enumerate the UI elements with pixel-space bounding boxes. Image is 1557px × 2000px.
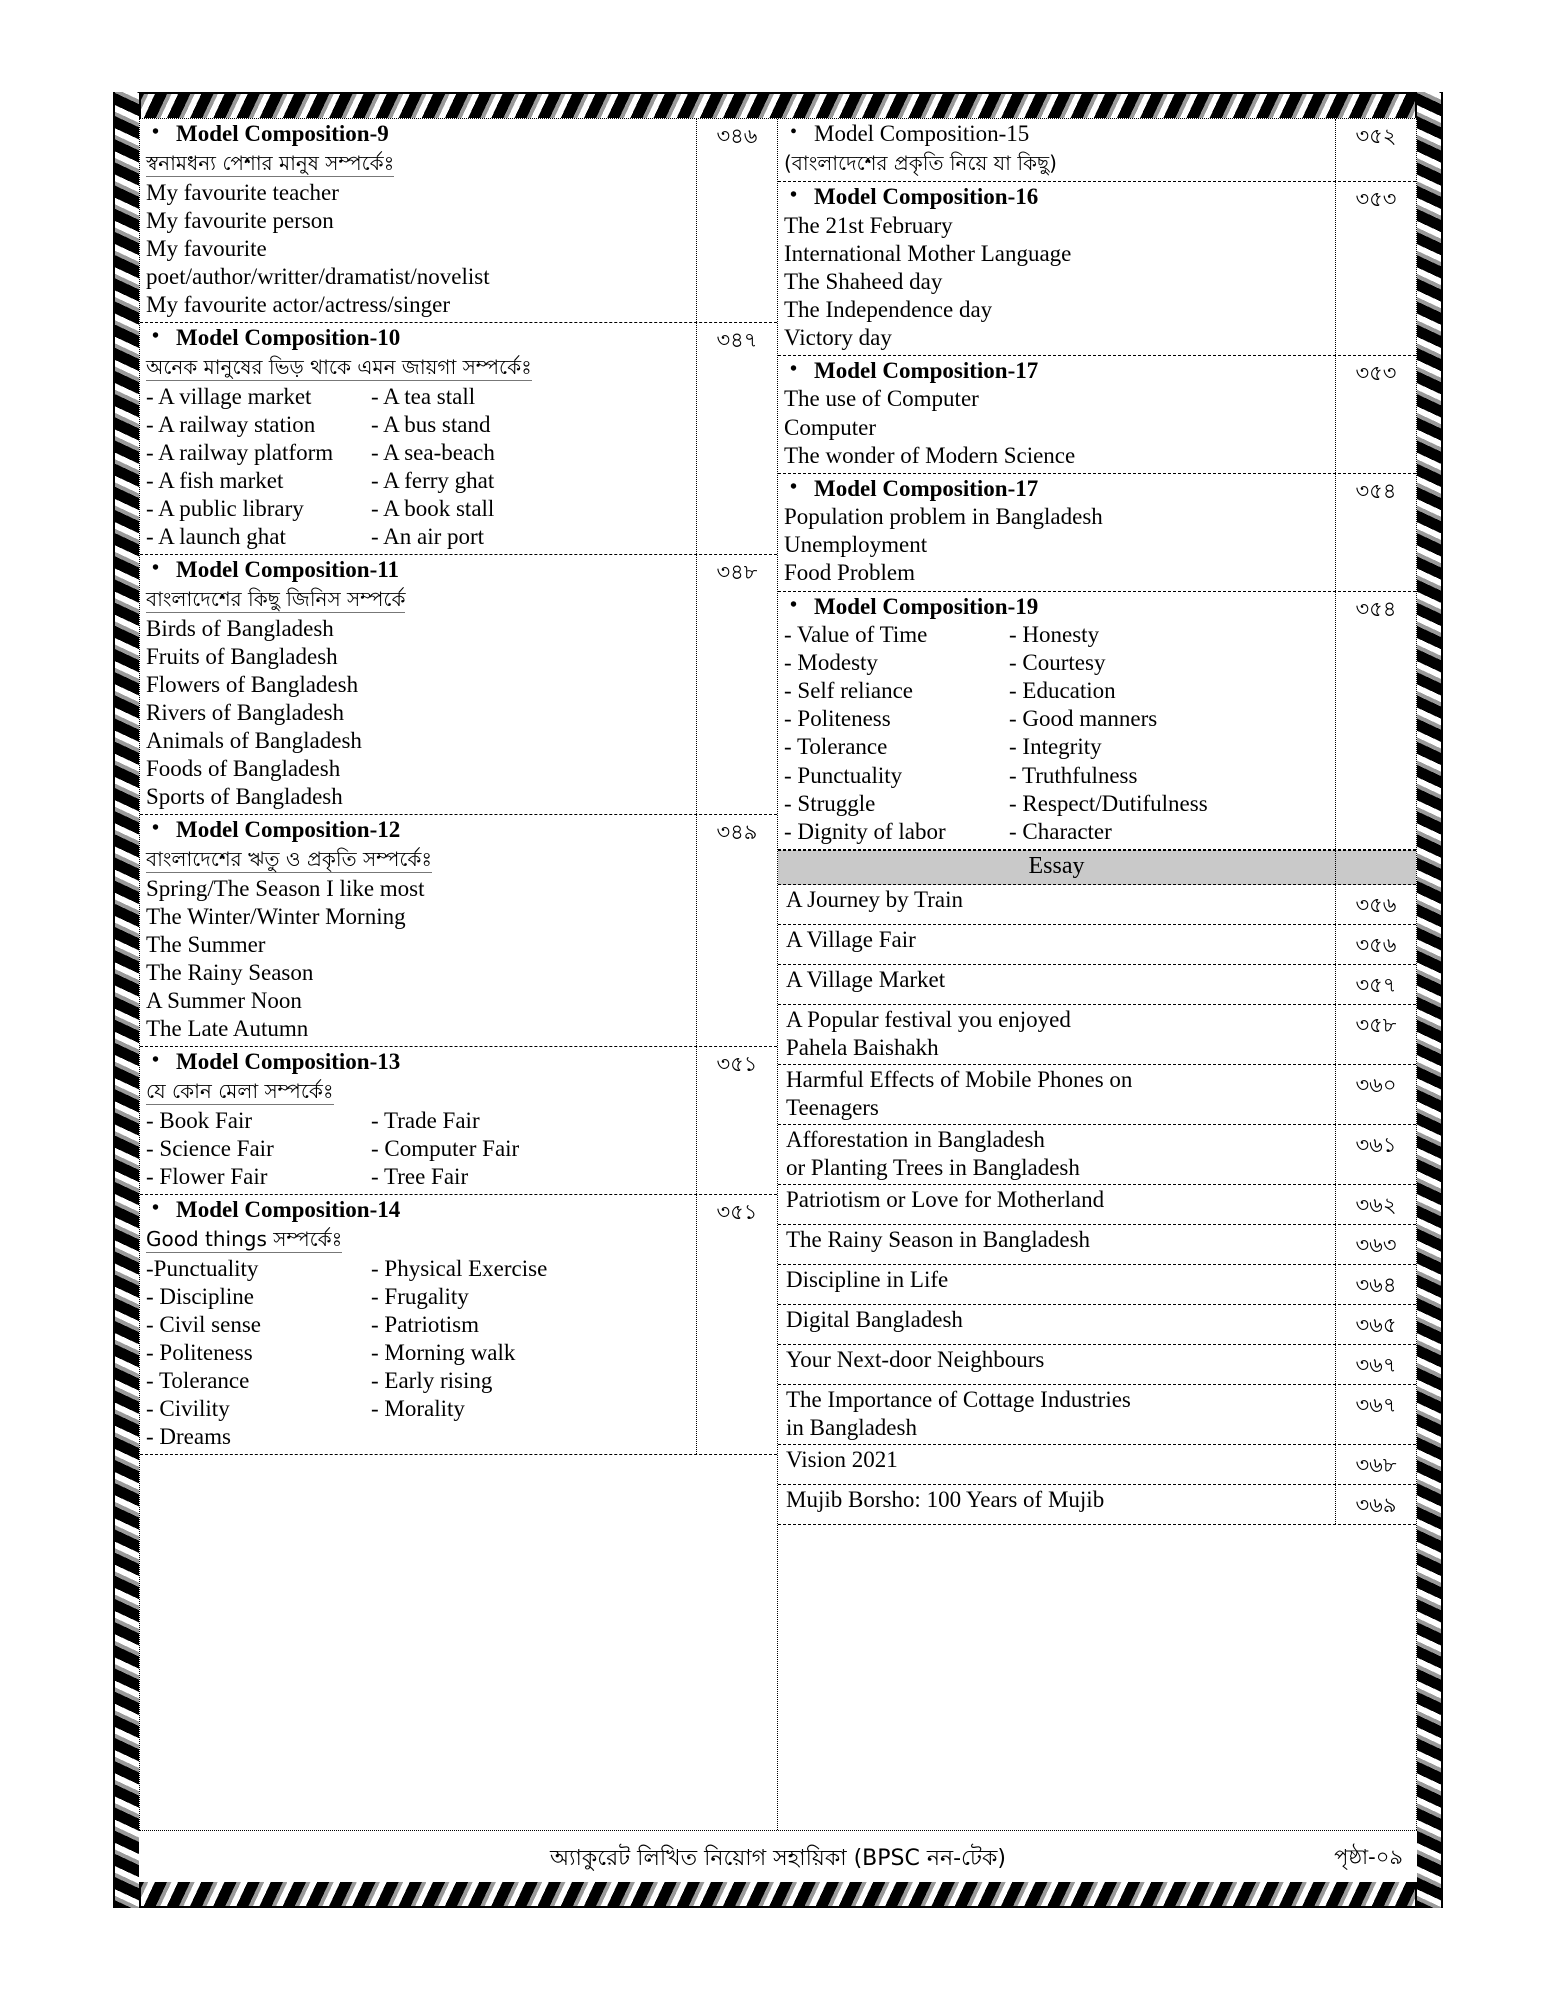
composition-title-label: Model Composition-16 (814, 183, 1039, 209)
composition-line: Flowers of Bangladesh (146, 671, 359, 697)
pair-left-item: - Struggle (784, 790, 876, 816)
composition-title (146, 1048, 690, 1077)
composition-line: My favourite actor/actress/singer (146, 291, 450, 317)
composition-line: Fruits of Bangladesh (146, 643, 338, 669)
essay-title-cell (778, 885, 1336, 924)
composition-page-number: ৩৪৯ (716, 820, 758, 845)
essay-page-number: ৩৬৩ (1355, 1232, 1397, 1257)
bullet-icon: • (790, 357, 798, 380)
essay-page-number: ৩৫৬ (1355, 892, 1397, 917)
composition-line: Animals of Bangladesh (146, 727, 362, 753)
essay-title-line: Harmful Effects of Mobile Phones on (786, 1066, 1133, 1092)
essay-title-cell (778, 1345, 1336, 1384)
composition-pair-list (784, 621, 1329, 845)
page-content (139, 118, 1417, 1882)
composition-subtitle: বাংলাদেশের ঋতু ও প্রকৃতি সম্পর্কেঃ (146, 846, 433, 871)
essay-page-number: ৩৬৫ (1355, 1312, 1397, 1337)
table-row (140, 1195, 777, 1455)
pair-right-item: - A ferry ghat (371, 467, 495, 493)
pair-left-item: - Self reliance (784, 678, 913, 704)
composition-pair-row (146, 1107, 690, 1135)
composition-page-number: ৩৫৩ (1355, 186, 1397, 211)
bullet-icon: • (152, 557, 160, 580)
bullet-icon: • (152, 1049, 160, 1072)
composition-entry (140, 323, 697, 554)
composition-title-label: Model Composition-17 (814, 357, 1039, 383)
pair-right-item: - A sea-beach (371, 439, 495, 465)
bullet-icon: • (152, 324, 160, 347)
essay-page-number: ৩৬৭ (1355, 1392, 1397, 1417)
composition-title (784, 593, 1329, 622)
composition-entry (140, 1195, 697, 1454)
essay-row (778, 965, 1416, 1005)
composition-title-label: Model Composition-13 (176, 1049, 401, 1075)
composition-pair-row (146, 1423, 690, 1451)
essay-row (778, 1225, 1416, 1265)
essay-page-number: ৩৫৮ (1355, 1012, 1397, 1037)
table-row (778, 592, 1416, 850)
composition-title-label: Model Composition-17 (814, 475, 1039, 501)
composition-line: The Winter/Winter Morning (146, 903, 406, 929)
composition-entry (140, 815, 697, 1046)
essay-page-number: ৩৬২ (1355, 1192, 1397, 1217)
composition-pair-row (146, 1367, 690, 1395)
essay-page-number: ৩৫৭ (1355, 972, 1397, 997)
composition-page-number: ৩৪৮ (716, 560, 758, 585)
composition-title (784, 120, 1329, 149)
essay-title-cell (778, 965, 1336, 1004)
essay-title-line: Patriotism or Love for Motherland (786, 1186, 1105, 1212)
pair-right-item: - Integrity (1009, 734, 1102, 760)
pair-right-item: - Honesty (1009, 622, 1100, 648)
pair-right-item: - Tree Fair (371, 1163, 469, 1189)
essay-title-cell (778, 925, 1336, 964)
bullet-icon: • (152, 1197, 160, 1220)
composition-page-number: ৩৫৩ (1355, 360, 1397, 385)
essay-row (778, 1265, 1416, 1305)
pair-right-item: - Morality (371, 1396, 465, 1421)
pair-left-item: - Science Fair (146, 1135, 274, 1161)
table-row (140, 815, 777, 1047)
essay-row (778, 885, 1416, 925)
composition-title-label: Model Composition-15 (814, 121, 1030, 146)
essay-title-line: A Village Fair (786, 926, 916, 952)
essay-header-label: Essay (778, 851, 1336, 884)
pair-right-item (371, 1423, 690, 1451)
composition-line: Computer (784, 414, 876, 440)
composition-pair-list (146, 1255, 690, 1451)
composition-pair-row (146, 1395, 690, 1423)
essay-title-line: The Importance of Cottage Industries (786, 1386, 1131, 1412)
composition-line: A Summer Noon (146, 988, 302, 1014)
essay-title-line: Mujib Borsho: 100 Years of Mujib (786, 1487, 1105, 1513)
essay-title-cell (778, 1225, 1336, 1264)
pair-left-item: - Discipline (146, 1283, 254, 1309)
pair-left-item: - A village market (146, 383, 312, 409)
composition-page-number: ৩৫৪ (1355, 478, 1397, 503)
essay-title-line: A Popular festival you enjoyed (786, 1006, 1071, 1032)
essay-row (778, 1485, 1416, 1525)
composition-title (146, 1196, 690, 1225)
essay-title-cell (778, 1445, 1336, 1484)
composition-pair-row (146, 383, 690, 411)
essay-page-number: ৩৫৬ (1355, 932, 1397, 957)
composition-pair-row (146, 1311, 690, 1339)
essay-title-cell (778, 1185, 1336, 1224)
composition-title (146, 816, 690, 845)
composition-entry (778, 474, 1336, 591)
composition-subtitle: অনেক মানুষের ভিড় থাকে এমন জায়গা সম্পর্কেঃ (146, 354, 532, 379)
composition-pair-row (784, 677, 1329, 705)
pair-left-item: - A fish market (146, 467, 284, 493)
composition-title-label: Model Composition-9 (176, 121, 389, 146)
composition-pair-row (784, 705, 1329, 733)
composition-pair-row (146, 1283, 690, 1311)
pair-left-item: - A launch ghat (146, 523, 286, 549)
pair-left-item: - Flower Fair (146, 1163, 268, 1189)
composition-pair-row (146, 439, 690, 467)
pair-left-item: - Civil sense (146, 1311, 261, 1337)
composition-line: International Mother Language (784, 240, 1072, 266)
composition-title-label: Model Composition-11 (176, 557, 399, 583)
composition-pair-row (146, 467, 690, 495)
composition-line: Birds of Bangladesh (146, 615, 334, 641)
pair-right-item: - Truthfulness (1009, 762, 1138, 788)
bullet-icon: • (790, 475, 798, 498)
composition-pair-row (146, 495, 690, 523)
composition-line: Victory day (784, 324, 892, 350)
composition-title-label: Model Composition-14 (176, 1197, 401, 1223)
essay-page-number: ৩৬৭ (1355, 1352, 1397, 1377)
composition-line: poet/author/writter/dramatist/novelist (146, 263, 490, 289)
composition-line: The Independence day (784, 296, 993, 322)
essay-title-line: Teenagers (786, 1094, 879, 1120)
essay-title-line: Vision 2021 (786, 1447, 898, 1473)
pair-right-item: - A book stall (371, 495, 495, 521)
bullet-icon: • (790, 183, 798, 206)
pair-left-item: - Tolerance (784, 734, 888, 760)
composition-title (784, 357, 1329, 386)
essay-row (778, 1305, 1416, 1345)
table-row (778, 182, 1416, 356)
composition-line: My favourite person (146, 207, 334, 233)
composition-entry (778, 119, 1336, 181)
pair-left-item: - A railway platform (146, 439, 334, 465)
essay-title-line: Your Next-door Neighbours (786, 1346, 1045, 1372)
pair-right-item: - A tea stall (371, 383, 476, 409)
essay-row (778, 1005, 1416, 1065)
composition-title (146, 556, 690, 585)
right-column (778, 119, 1416, 1830)
composition-page-number: ৩৫১ (716, 1052, 758, 1077)
bullet-icon: • (790, 593, 798, 616)
table-row (140, 555, 777, 815)
composition-line: The wonder of Modern Science (784, 442, 1076, 468)
composition-title-label: Model Composition-12 (176, 817, 401, 843)
pair-right-item: - An air port (371, 523, 485, 549)
two-column-table (139, 118, 1417, 1830)
pair-right-item: - Respect/Dutifulness (1009, 790, 1208, 816)
composition-subtitle: বাংলাদেশের কিছু জিনিস সম্পর্কে (146, 586, 406, 611)
composition-entry (140, 119, 697, 322)
footer-book-title: অ্যাকুরেট লিখিত নিয়োগ সহায়িকা (BPSC নন-টেক) (550, 1846, 1006, 1871)
table-row (778, 474, 1416, 592)
pair-left-item: - Dignity of labor (784, 818, 946, 844)
composition-line: Population problem in Bangladesh (784, 504, 1103, 530)
pair-right-item: - Patriotism (371, 1311, 479, 1337)
composition-line: Foods of Bangladesh (146, 756, 341, 781)
table-row (140, 323, 777, 555)
essay-page-number: ৩৬৯ (1355, 1493, 1397, 1518)
essay-row (778, 1125, 1416, 1185)
bullet-icon: • (152, 817, 160, 840)
composition-page-number: ৩৫৪ (1355, 596, 1397, 621)
essay-title-cell (778, 1485, 1336, 1524)
composition-line: The Late Autumn (146, 1016, 309, 1042)
pair-right-item: - Computer Fair (371, 1135, 520, 1161)
composition-page-number: ৩৪৬ (716, 124, 758, 148)
essay-header-page-col (1336, 851, 1416, 884)
frame-border-right (1415, 92, 1443, 1908)
composition-title (146, 324, 690, 353)
composition-pair-list (146, 383, 690, 551)
composition-entry (140, 555, 697, 814)
table-row (140, 1047, 777, 1195)
composition-title (784, 183, 1329, 212)
pair-right-item: - Character (1009, 818, 1112, 844)
pair-right-item: - Courtesy (1009, 650, 1106, 676)
bullet-icon: • (152, 121, 160, 143)
composition-line: Food Problem (784, 560, 915, 586)
pair-right-item: - Good manners (1009, 706, 1158, 732)
essay-row (778, 925, 1416, 965)
pair-left-item: -Punctuality (146, 1255, 259, 1281)
composition-entry (778, 356, 1336, 473)
composition-page-number: ৩৪৭ (716, 327, 758, 352)
frame-border-top (113, 92, 1443, 120)
pair-left-item: - Tolerance (146, 1367, 250, 1393)
composition-subtitle: Good things সম্পর্কেঃ (146, 1226, 343, 1251)
decorative-page-frame (113, 92, 1443, 1908)
composition-pair-row (146, 411, 690, 439)
pair-right-item: - A bus stand (371, 411, 491, 437)
composition-title (784, 475, 1329, 504)
composition-pair-row (784, 649, 1329, 677)
essay-title-line: A Village Market (786, 966, 946, 992)
column-filler (778, 1525, 1416, 1830)
composition-pair-row (784, 733, 1329, 761)
essay-row (778, 1345, 1416, 1385)
composition-pair-row (784, 621, 1329, 649)
essay-title-cell (778, 1125, 1336, 1184)
pair-right-item: - Early rising (371, 1367, 493, 1393)
pair-left-item: - A public library (146, 495, 304, 521)
frame-border-left (113, 92, 141, 1908)
essay-row (778, 1445, 1416, 1485)
composition-page-number: ৩৫২ (1355, 124, 1397, 148)
footer-page-number: পৃষ্ঠা-০৯ (1334, 1845, 1403, 1869)
essay-row (778, 1385, 1416, 1445)
essay-row (778, 1065, 1416, 1125)
composition-subtitle: (বাংলাদেশের প্রকৃতি নিয়ে যা কিছু) (784, 150, 1057, 175)
composition-line: My favourite (146, 235, 267, 261)
essay-title-line: or Planting Trees in Bangladesh (786, 1154, 1080, 1180)
composition-pair-row (784, 790, 1329, 818)
pair-left-item: - Punctuality (784, 762, 903, 788)
composition-line: The use of Computer (784, 386, 979, 412)
essay-page-number: ৩৬১ (1355, 1132, 1397, 1157)
composition-line: Unemployment (784, 532, 928, 558)
composition-entry (140, 1047, 697, 1194)
composition-title-label: Model Composition-19 (814, 593, 1039, 619)
essay-page-number: ৩৬০ (1355, 1072, 1397, 1097)
essay-section-header (778, 850, 1416, 885)
essay-title-line: Discipline in Life (786, 1266, 949, 1292)
composition-line: The Rainy Season (146, 959, 314, 985)
composition-line: The Shaheed day (784, 268, 943, 294)
pair-right-item: - Education (1009, 678, 1116, 704)
composition-line: Rivers of Bangladesh (146, 699, 345, 725)
composition-page-number: ৩৫১ (716, 1200, 758, 1225)
table-row (778, 119, 1416, 182)
column-filler (140, 1455, 777, 1830)
composition-line: Sports of Bangladesh (146, 784, 343, 810)
pair-right-item: - Frugality (371, 1283, 469, 1309)
essay-title-cell (778, 1305, 1336, 1344)
composition-line: Spring/The Season I like most (146, 875, 425, 901)
essay-row (778, 1185, 1416, 1225)
composition-line: The 21st February (784, 212, 953, 238)
pair-left-item: - Value of Time (784, 622, 928, 648)
pair-right-item: - Physical Exercise (371, 1255, 548, 1281)
composition-line: My favourite teacher (146, 179, 339, 205)
composition-pair-row (784, 818, 1329, 846)
essay-title-cell (778, 1065, 1336, 1124)
pair-left-item: - Civility (146, 1396, 230, 1421)
pair-left-item: - Politeness (784, 706, 891, 732)
table-row (778, 356, 1416, 474)
composition-title-label: Model Composition-10 (176, 324, 401, 350)
essay-title-cell (778, 1005, 1336, 1064)
composition-pair-list (146, 1107, 690, 1191)
composition-pair-row (146, 1163, 690, 1191)
composition-pair-row (146, 1135, 690, 1163)
composition-entry (778, 592, 1336, 849)
composition-pair-row (784, 762, 1329, 790)
pair-right-item: - Morning walk (371, 1339, 516, 1365)
pair-left-item: - Book Fair (146, 1107, 253, 1133)
essay-title-line: in Bangladesh (786, 1414, 917, 1440)
essay-title-cell (778, 1265, 1336, 1304)
essay-title-line: The Rainy Season in Bangladesh (786, 1226, 1091, 1252)
essay-title-line: A Journey by Train (786, 886, 963, 912)
composition-subtitle: স্বনামধন্য পেশার মানুষ সম্পর্কেঃ (146, 150, 395, 175)
pair-left-item: - Politeness (146, 1339, 253, 1365)
composition-pair-row (146, 1255, 690, 1283)
essay-page-number: ৩৬৪ (1355, 1272, 1397, 1297)
essay-page-number: ৩৬৮ (1355, 1453, 1397, 1478)
essay-title-line: Afforestation in Bangladesh (786, 1126, 1045, 1152)
pair-right-item: - Trade Fair (371, 1107, 480, 1133)
composition-subtitle: যে কোন মেলা সম্পর্কেঃ (146, 1078, 334, 1103)
composition-title (146, 120, 690, 149)
table-row (140, 119, 777, 323)
pair-left-item: - Modesty (784, 650, 878, 676)
pair-left-item: - A railway station (146, 411, 316, 437)
page-footer (139, 1830, 1417, 1882)
composition-pair-row (146, 523, 690, 551)
composition-pair-row (146, 1339, 690, 1367)
pair-left-item: - Dreams (146, 1424, 231, 1450)
essay-title-line: Pahela Baishakh (786, 1034, 939, 1060)
essay-title-cell (778, 1385, 1336, 1444)
left-column (140, 119, 778, 1830)
frame-border-bottom (113, 1880, 1443, 1908)
composition-line: The Summer (146, 931, 266, 957)
composition-entry (778, 182, 1336, 355)
essay-title-line: Digital Bangladesh (786, 1306, 963, 1332)
bullet-icon: • (790, 121, 798, 143)
